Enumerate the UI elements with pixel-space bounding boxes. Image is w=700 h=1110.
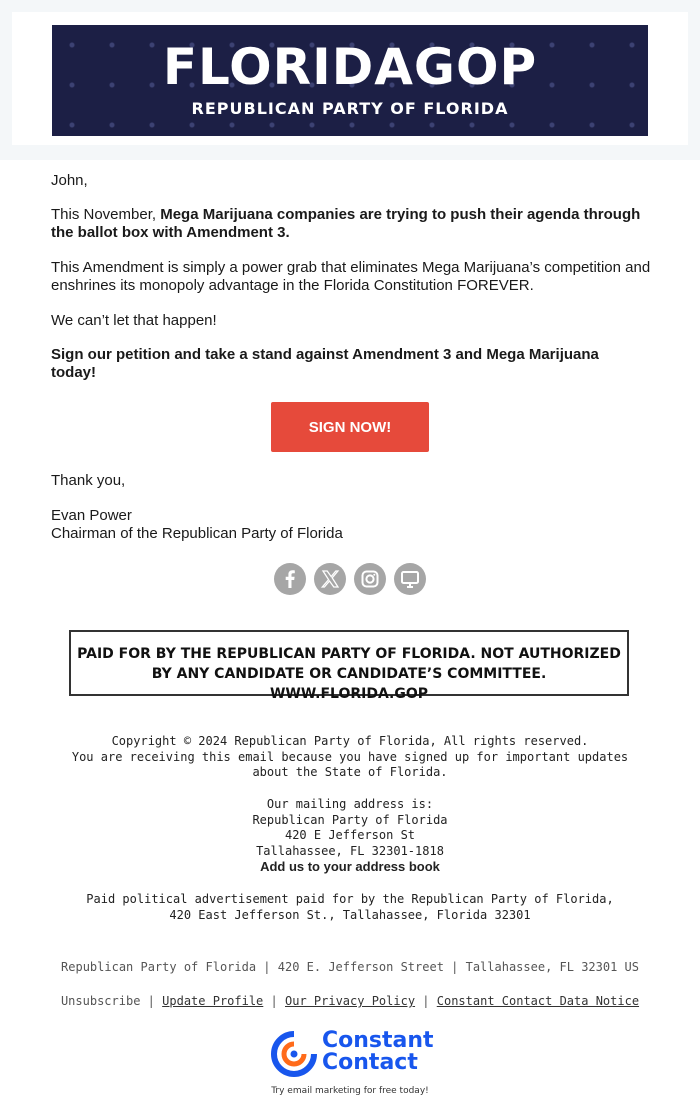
org-address-line: Republican Party of Florida | 420 E. Jefferson Street | Tallahassee, FL 32301 US xyxy=(61,960,639,974)
address-city: Tallahassee, FL 32301-1818 xyxy=(256,843,444,858)
paragraph-3: We can’t let that happen! xyxy=(51,312,217,329)
constant-contact-wordmark xyxy=(322,1030,434,1074)
add-to-address-book-link[interactable]: Add us to your address book xyxy=(260,859,440,874)
link-separator: | xyxy=(422,994,430,1008)
receiving-text: You are receiving this email because you have signed up for important updates about the State of Florida. xyxy=(71,749,629,779)
paragraph-1-lead: This November, xyxy=(51,206,161,223)
footer-mailing-block xyxy=(60,797,640,876)
footer-paid-ad-block xyxy=(60,892,640,923)
paid-ad-line-1: Paid political advertisement paid for by the Republican Party of Florida, xyxy=(86,892,614,906)
facebook-icon[interactable] xyxy=(274,563,306,595)
constant-contact-mark-icon xyxy=(270,1030,318,1078)
constant-contact-line-2: Contact xyxy=(322,1050,418,1075)
link-separator: | xyxy=(270,994,278,1008)
address-org: Republican Party of Florida xyxy=(252,812,448,827)
disclaimer-line-2: BY ANY CANDIDATE OR CANDIDATE’S COMMITTEE. WWW.FLORIDA.GOP xyxy=(151,666,547,702)
paragraph-1 xyxy=(51,206,649,242)
x-icon[interactable] xyxy=(314,563,346,595)
banner-logo-subtitle: REPUBLICAN PARTY OF FLORIDA xyxy=(191,99,509,118)
link-separator: | xyxy=(147,994,155,1008)
website-icon[interactable] xyxy=(394,563,426,595)
signer-name: Evan Power xyxy=(51,507,132,524)
sign-now-button[interactable]: SIGN NOW! xyxy=(271,402,429,452)
constant-contact-logo[interactable] xyxy=(270,1030,440,1080)
unsubscribe-link[interactable]: Unsubscribe xyxy=(60,994,141,1008)
constant-contact-line-1: Constant xyxy=(322,1028,434,1053)
thanks-text: Thank you, xyxy=(51,472,126,489)
mailing-label: Our mailing address is: xyxy=(266,797,434,811)
address-street: 420 E Jefferson St xyxy=(284,828,416,842)
paragraph-1-bold: Mega Marijuana companies are trying to push their agenda through the ballot box with Amendment 3. xyxy=(51,206,641,241)
data-notice-link[interactable]: Constant Contact Data Notice xyxy=(436,994,640,1008)
signer-title: Chairman of the Republican Party of Florida xyxy=(51,525,343,542)
paid-for-disclaimer xyxy=(69,630,629,702)
floridagop-banner[interactable] xyxy=(52,25,648,136)
instagram-icon[interactable] xyxy=(354,563,386,595)
footer-copyright-block xyxy=(60,734,640,781)
footer-links xyxy=(0,994,700,1008)
copyright-text: Copyright © 2024 Republican Party of Florida, All rights reserved. xyxy=(111,734,589,748)
banner-logo-title: FLORIDAGOP xyxy=(162,38,538,96)
disclaimer-line-1: PAID FOR BY THE REPUBLICAN PARTY OF FLORIDA. NOT AUTHORIZED xyxy=(77,646,621,662)
paragraph-4: Sign our petition and take a stand against Amendment 3 and Mega Marijuana today! xyxy=(51,346,599,381)
privacy-policy-link[interactable]: Our Privacy Policy xyxy=(285,994,416,1008)
paragraph-2: This Amendment is simply a power grab that eliminates Mega Marijuana’s competition and enshrines its monopoly advantage in the Florida Constitution FOREVER. xyxy=(51,259,651,294)
update-profile-link[interactable]: Update Profile xyxy=(162,994,264,1008)
greeting: John, xyxy=(51,172,88,189)
constant-contact-tagline[interactable]: Try email marketing for free today! xyxy=(271,1086,429,1096)
paid-ad-line-2: 420 East Jefferson St., Tallahassee, Florida 32301 xyxy=(169,907,531,922)
